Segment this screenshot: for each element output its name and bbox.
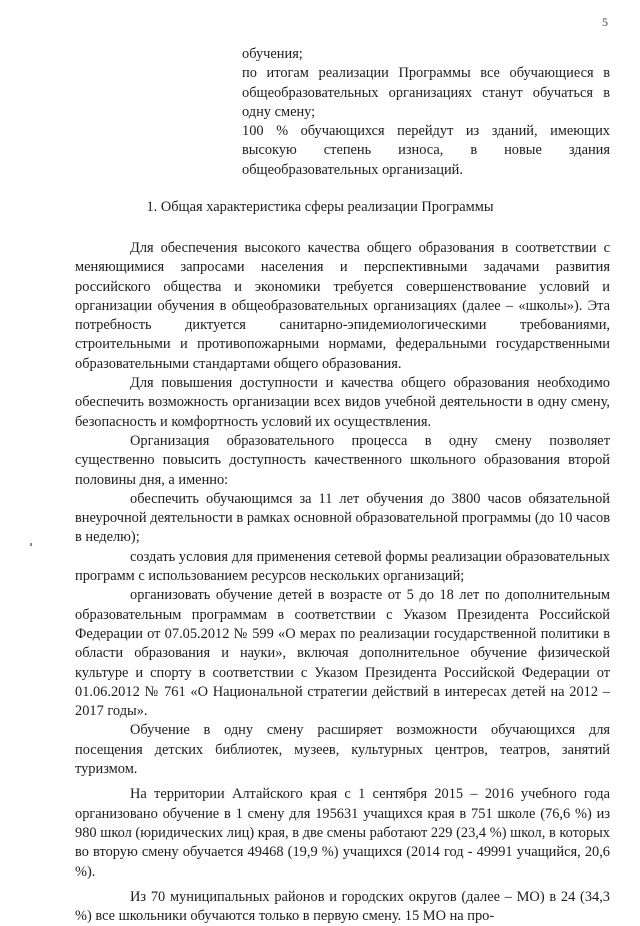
list-item: обучения;: [242, 46, 303, 62]
paragraph: Для повышения доступности и качества общего образования необходимо обеспечить возможность организации всех видов учебной деятельности в одну смену, безопасность и комфортность условий их осуществления.: [75, 375, 610, 430]
paragraph: Из 70 муниципальных районов и городских округов (далее – МО) в 24 (34,3 %) все школьники обучаются только в первую смену. 15 МО на про-: [75, 888, 610, 925]
paragraph: обеспечить обучающимся за 11 лет обучения до 3800 часов обязательной внеурочной деятельности в рамках основной образовательной программы (до 10 часов в неделю);: [75, 490, 610, 546]
paragraph: создать условия для применения сетевой формы реализации образовательных программ с использованием ресурсов нескольких организаций;: [75, 548, 610, 585]
paragraph: Для обеспечения высокого качества общего образования в соответствии с меняющимися запросами населения и перспективными задачами развития российского общества и экономики требуется совершенствование условий и организации обучения в общеобразовательных организациях (далее – «школы»). Эта потребность диктуется санитарно-эпидемиологическими требованиями, строительными и противопожарными нормами, федеральными государственными образовательными стандартами общего образования.: [75, 240, 610, 372]
paragraph: На территории Алтайского края с 1 сентября 2015 – 2016 учебного года организовано обучение в 1 смену для 195631 учащихся края в 751 школе (76,6 %) из 980 школ (юридических лиц) края, в две смены работают 229 (23,4 %) школ, в которых во вторую смену обучается 49468 (19,9 %) учащихся (2014 год - 49991 учащийся, 20,6 %).: [75, 786, 610, 880]
section-body: [75, 239, 610, 926]
section-heading: 1. Общая характеристика сферы реализации Программы: [146, 199, 494, 215]
paragraph: Обучение в одну смену расширяет возможности обучающихся для посещения детских библиотек, музеев, культурных центров, театров, занятий туризмом.: [75, 722, 610, 778]
scan-artifact: [30, 543, 32, 546]
paragraph: Организация образовательного процесса в одну смену позволяет существенно повысить доступность качественного школьного образования второй половины дня, а именно:: [75, 432, 610, 488]
goals-list-continuation: [242, 45, 610, 180]
paragraph: организовать обучение детей в возрасте от 5 до 18 лет по дополнительным образовательным программам в соответствии с Указом Президента Российской Федерации от 07.05.2012 № 599 «О мерах по реализации государственной политики в области образования и науки», включая дополнительное обучение физической культуре и спорту в соответствии с Указом Президента Российской Федерации от 01.06.2012 № 761 «О Национальной стратегии действий в интересах детей на 2012 – 2017 годы».: [75, 587, 610, 720]
page-number: 5: [602, 15, 608, 29]
list-item: по итогам реализации Программы все обучающиеся в общеобразовательных организациях станут обучаться в одну смену;: [242, 65, 610, 120]
list-item: 100 % обучающихся перейдут из зданий, имеющих высокую степень износа, в новые здания общеобразовательных организаций.: [242, 123, 610, 178]
